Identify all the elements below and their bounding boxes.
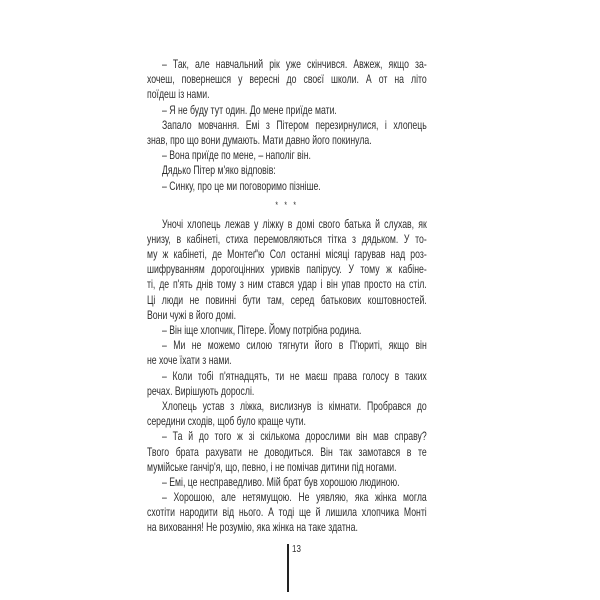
paragraph: [147, 148, 427, 163]
text-line: Хлопець устав з ліжка, вислизнув із кімнати. Пробрався до: [162, 399, 427, 413]
text-line: Дядько Пітер м'яко відповів:: [162, 164, 276, 178]
text-line: – Та й до того ж зі скількома дорослими він мав справу?: [162, 430, 427, 444]
paragraph: [147, 118, 427, 148]
paragraph: [147, 369, 427, 399]
paragraph: [147, 103, 427, 118]
section-separator: * * *: [275, 199, 299, 210]
paragraph: [147, 338, 427, 368]
text-line: – Синку, про це ми поговоримо пізніше.: [162, 179, 321, 193]
text-line: ті, де п'ять днів тому з ним стався удар і він упав просто на стіл.: [147, 278, 427, 292]
text-line: шифруванням дорогоцінних уривків папірусу. У тому ж кабіне-: [147, 263, 427, 277]
text-line: унизу, в кабінеті, стиха перемовляються тітка з дядьком. У то-: [147, 232, 427, 246]
text-line: – Вона приїде по мене, – наполіг він.: [162, 149, 311, 163]
text-line: поїдеш із нами.: [147, 88, 210, 102]
text-line: знав, про що вони думають. Мати давно його покинула.: [147, 133, 372, 147]
text-line: Ці люди не повинні бути там, серед батькових коштовностей.: [147, 293, 427, 307]
paragraph: [147, 399, 427, 429]
page-number: 13: [292, 544, 301, 555]
text-line: Вони чужі в його домі.: [147, 308, 237, 322]
text-line: – Коли тобі п'ятнадцять, ти не маєш права голосу в таких: [162, 369, 427, 383]
paragraph: [147, 163, 427, 178]
text-line: – Він іще хлопчик, Пітере. Йому потрібна родина.: [162, 324, 362, 337]
text-line: середини сходів, щоб було краще чути.: [147, 415, 306, 429]
paragraph: [147, 179, 427, 194]
text-line: Уночі хлопець лежав у ліжку в домі свого батька й слухав, як: [162, 217, 427, 231]
text-line: Твого брата рахувати не доводиться. Він так замотався в те: [147, 445, 427, 459]
text-line: хочеш, повернешся у вересні до своєї школи. А от на літо: [147, 73, 427, 87]
paragraph: [147, 217, 427, 323]
text-line: му ж кабінеті, де Монтеґ'ю Сол останні місяці гарував над роз-: [147, 248, 427, 262]
text-line: – Ми не можемо силою тягнути його в П'юриті, якщо він: [162, 339, 427, 353]
text-line: – Емі, це несправедливо. Мій брат був хорошою людиною.: [162, 475, 400, 489]
paragraph: [147, 57, 427, 103]
text-line: схотіти народити від нього. А тоді ще й лишила хлопчика Монті: [147, 506, 427, 520]
paragraph: [147, 323, 427, 338]
paragraph: [147, 490, 427, 536]
text-line: – Я не буду тут один. До мене приїде мати.: [162, 103, 337, 117]
text-line: Запало мовчання. Емі з Пітером перезирнулися, і хлопець: [162, 118, 427, 132]
page-number-rule: [287, 544, 289, 592]
text-line: мумійське ганчір'я, що, певно, і не помічав дитини під ногами.: [147, 460, 397, 474]
text-line: на виховання! Не розумію, яка жінка на таке здатна.: [147, 521, 358, 535]
text-line: не хоче їхати з нами.: [147, 354, 232, 368]
text-line: – Так, але навчальний рік уже скінчився. Авжеж, якщо за-: [162, 58, 427, 71]
text-line: – Хорошою, але нетямущою. Не уявляю, яка жінка могла: [162, 491, 427, 505]
paragraph: [147, 429, 427, 475]
text-line: речах. Вирішують дорослі.: [147, 384, 255, 398]
book-text: [147, 57, 427, 536]
paragraph: [147, 475, 427, 490]
